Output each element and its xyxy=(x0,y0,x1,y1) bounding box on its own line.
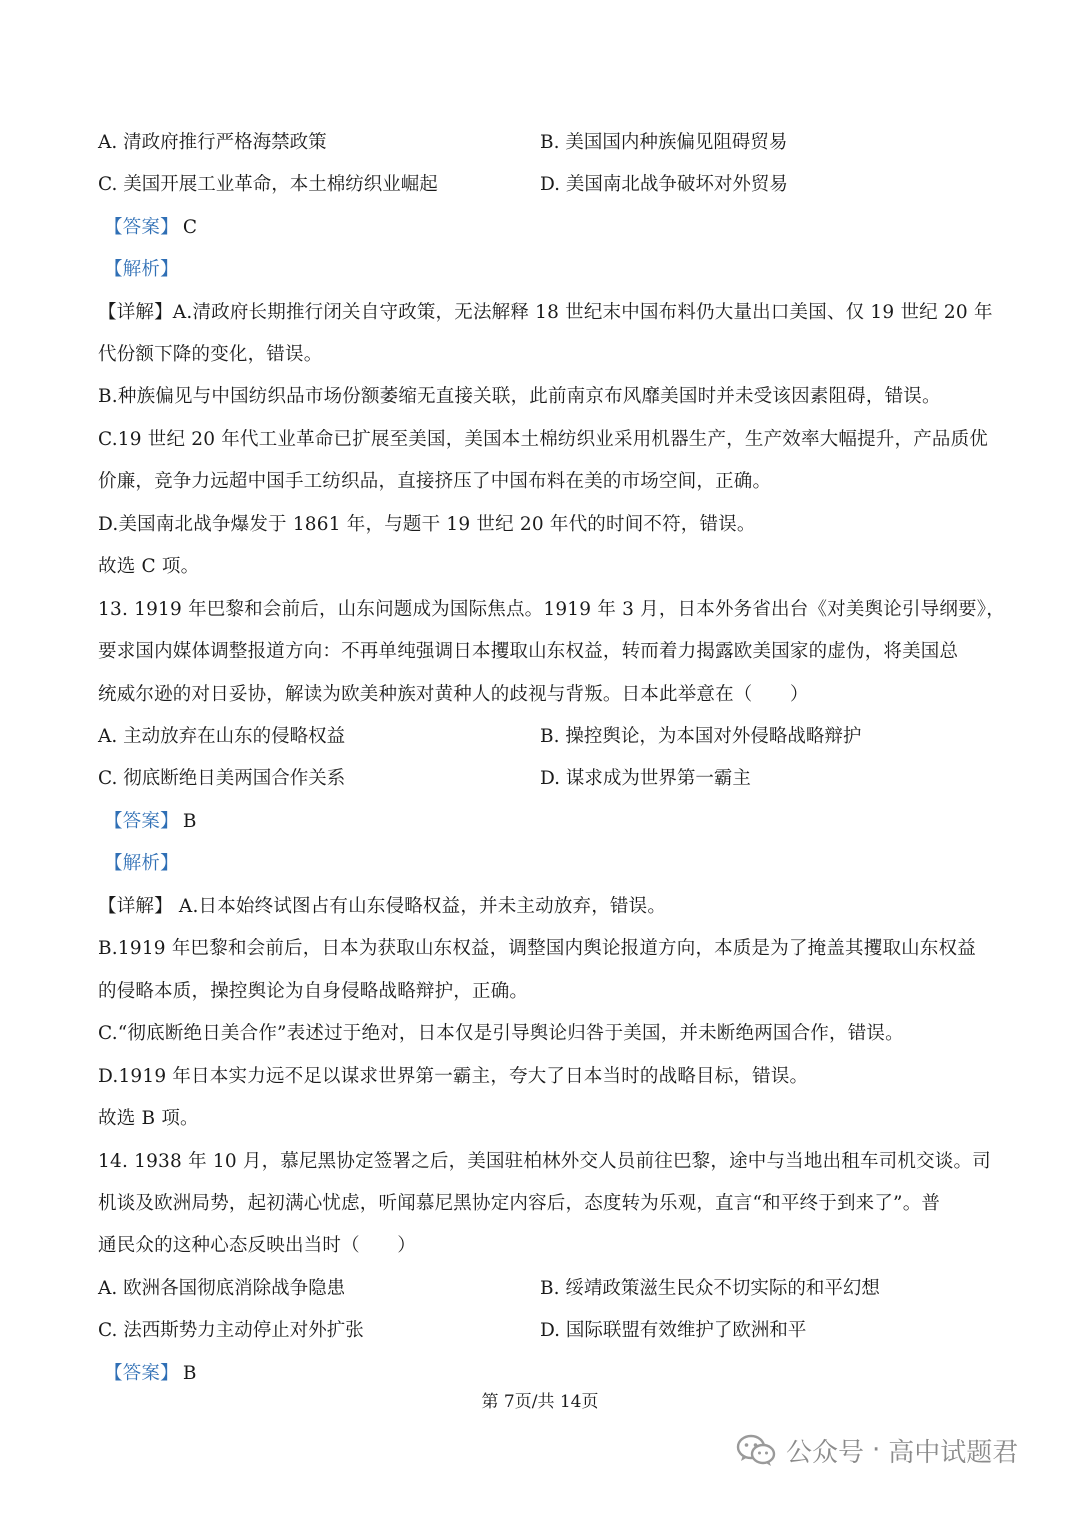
q13-detail-line: 【详解】 A.日本始终试图占有山东侵略权益，并未主动放弃，错误。 xyxy=(98,896,667,917)
q13-option-d: D. 谋求成为世界第一霸主 xyxy=(540,768,751,789)
q13-stem-line: 统威尔逊的对日妥协，解读为欧美种族对黄种人的歧视与背叛。日本此举意在（ ） xyxy=(98,684,809,705)
q13-detail-line: C.“彻底断绝日美合作”表述过于绝对，日本仅是引导舆论归咎于美国，并未断绝两国合作，错误。 xyxy=(98,1023,904,1044)
q12-detail-line: D.美国南北战争爆发于 1861 年，与题干 19 世纪 20 年代的时间不符，错误。 xyxy=(98,514,756,535)
q13-detail-line: D.1919 年日本实力远不足以谋求世界第一霸主，夸大了日本当时的战略目标，错误。 xyxy=(98,1066,809,1087)
answer-tag: 【答案】 xyxy=(104,1363,179,1384)
watermark-name: 高中试题君 xyxy=(888,1437,1019,1468)
q12-detail-line: 代份额下降的变化，错误。 xyxy=(98,344,323,365)
answer-value: B xyxy=(182,811,197,832)
watermark-account: 公众号 xyxy=(786,1437,865,1468)
q14-stem-line: 通民众的这种心态反映出当时（ ） xyxy=(98,1235,416,1256)
q14-option-a: A. 欧洲各国彻底消除战争隐患 xyxy=(98,1278,346,1299)
q12-detail-line: 价廉，竞争力远超中国手工纺织品，直接挤压了中国布料在美的市场空间，正确。 xyxy=(98,471,772,492)
q13-option-b: B. 操控舆论，为本国对外侵略战略辩护 xyxy=(540,726,862,747)
q13-detail-line: B.1919 年巴黎和会前后，日本为获取山东权益，调整国内舆论报道方向，本质是为了掩盖其攫取山东权益 xyxy=(98,938,976,959)
answer-tag: 【答案】 xyxy=(104,811,179,832)
q12-analysis-tag xyxy=(104,257,989,283)
q13-analysis-tag xyxy=(104,851,989,877)
analysis-tag: 【解析】 xyxy=(104,853,179,874)
q13-stem-line: 要求国内媒体调整报道方向：不再单纯强调日本攫取山东权益，转而着力揭露欧美国家的虚伪，将美国总 xyxy=(98,641,959,662)
q13-option-c: C. 彻底断绝日美两国合作关系 xyxy=(98,768,346,789)
wechat-watermark xyxy=(736,1428,1018,1472)
watermark-dot: · xyxy=(872,1435,881,1465)
q12-detail-line: B.种族偏见与中国纺织品市场份额萎缩无直接关联，此前南京布风靡美国时并未受该因素阻碍，错误。 xyxy=(98,386,941,407)
q14-option-c: C. 法西斯势力主动停止对外扩张 xyxy=(98,1320,364,1341)
q13-option-a: A. 主动放弃在山东的侵略权益 xyxy=(98,726,346,747)
answer-value: B xyxy=(182,1363,197,1384)
q14-answer xyxy=(104,1361,989,1387)
q14-option-b: B. 绥靖政策滋生民众不切实际的和平幻想 xyxy=(540,1278,880,1299)
q12-detail-line: 【详解】A.清政府长期推行闭关自守政策，无法解释 18 世纪末中国布料仍大量出口美国、仅 19 世纪 20 年 xyxy=(98,302,993,323)
page-number: 第 7页/共 14页 xyxy=(481,1392,599,1412)
q12-detail-line: C.19 世纪 20 年代工业革命已扩展至美国，美国本土棉纺织业采用机器生产，生产效率大幅提升，产品质优 xyxy=(98,429,989,450)
q14-stem-line: 机谈及欧洲局势，起初满心忧虑，听闻慕尼黑协定内容后，态度转为乐观，直言“和平终于到来了”。普 xyxy=(98,1193,941,1214)
q13-answer xyxy=(104,809,989,835)
analysis-tag: 【解析】 xyxy=(104,259,179,280)
q13-stem-line: 13. 1919 年巴黎和会前后，山东问题成为国际焦点。1919 年 3 月，日本外务省出台《对美舆论引导纲要》， xyxy=(98,599,1005,620)
q12-answer xyxy=(104,215,989,241)
answer-value: C xyxy=(182,217,198,238)
q14-stem-line: 14. 1938 年 10 月，慕尼黑协定签署之后，美国驻柏林外交人员前往巴黎，途中与当地出租车司机交谈。司 xyxy=(98,1151,991,1172)
q12-option-b: B. 美国国内种族偏见阻碍贸易 xyxy=(540,132,788,153)
wechat-icon xyxy=(736,1433,776,1467)
q12-option-d: D. 美国南北战争破坏对外贸易 xyxy=(540,174,788,195)
q14-option-d: D. 国际联盟有效维护了欧洲和平 xyxy=(540,1320,807,1341)
q12-conclusion: 故选 C 项。 xyxy=(98,556,200,577)
q12-option-a: A. 清政府推行严格海禁政策 xyxy=(98,132,327,153)
q13-detail-line: 的侵略本质，操控舆论为自身侵略战略辩护，正确。 xyxy=(98,981,529,1002)
q13-conclusion: 故选 B 项。 xyxy=(98,1108,199,1129)
q12-option-c: C. 美国开展工业革命，本土棉纺织业崛起 xyxy=(98,174,438,195)
answer-tag: 【答案】 xyxy=(104,217,179,238)
